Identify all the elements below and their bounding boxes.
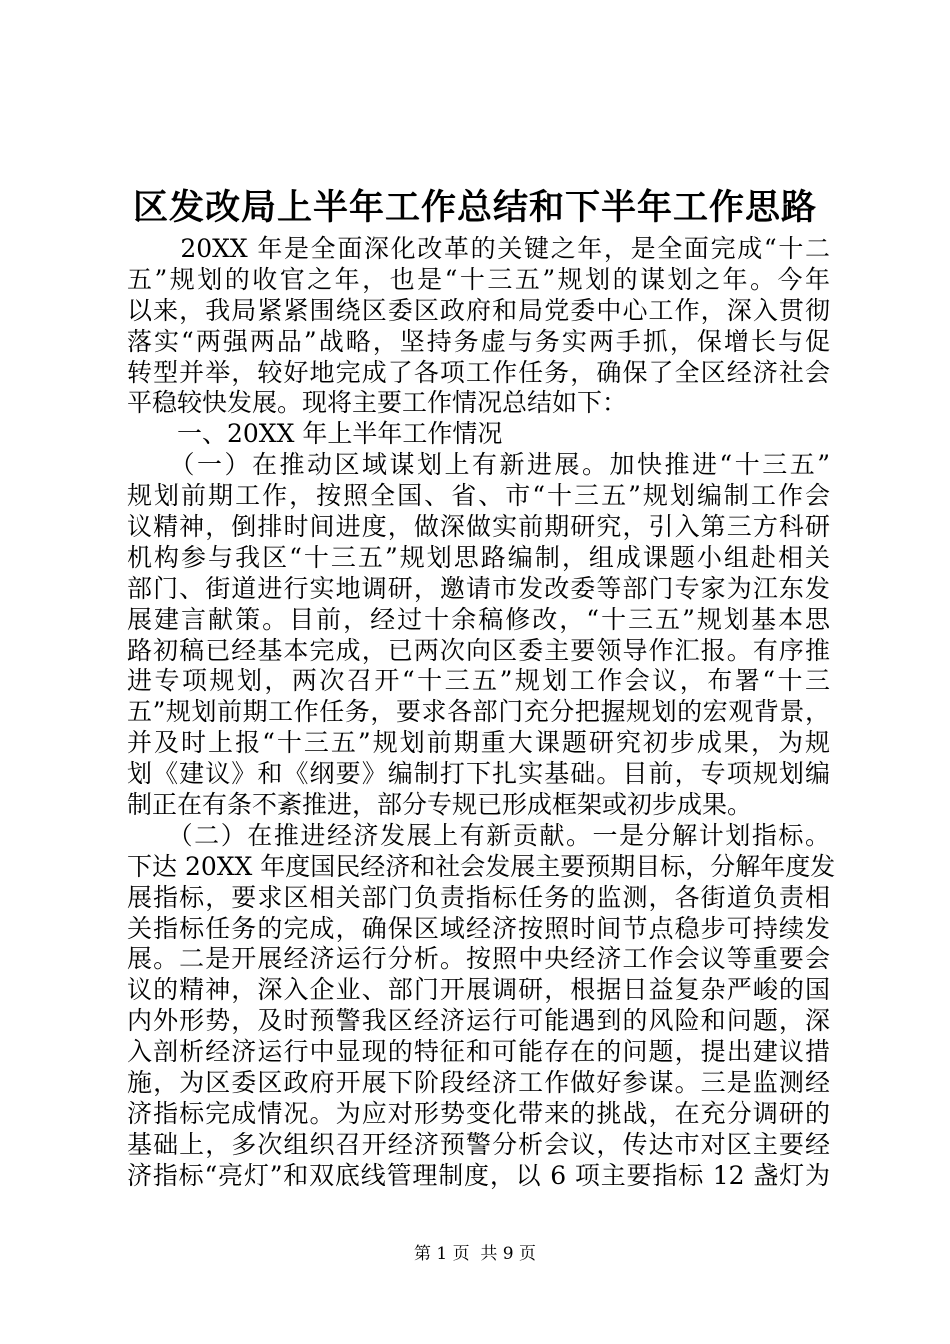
body-text-line: 制正在有条不紊推进，部分专规已形成框架或初步成果。 bbox=[127, 790, 753, 820]
body-text-line: 转型并举，较好地完成了各项工作任务，确保了全区经济社会 bbox=[127, 357, 830, 387]
body-text-line: 入剖析经济运行中显现的特征和可能存在的问题，提出建议措 bbox=[127, 1037, 830, 1067]
body-text-line: 济指标“亮灯”和双底线管理制度，以 6 项主要指标 12 盏灯为 bbox=[127, 1160, 830, 1190]
body-text-line: 落实“两强两品”战略，坚持务虚与务实两手抓，保增长与促 bbox=[127, 326, 830, 356]
body-text-line: 基础上，多次组织召开经济预警分析会议，传达市对区主要经 bbox=[127, 1129, 830, 1159]
body-text-line: （一）在推动区域谋划上有新进展。加快推进“十三五” bbox=[127, 450, 830, 480]
body-text-line: 济指标完成情况。为应对形势变化带来的挑战，在充分调研的 bbox=[127, 1098, 830, 1128]
body-text-line: 五”规划的收官之年，也是“十三五”规划的谋划之年。今年 bbox=[127, 264, 830, 294]
body-text-line: 下达 20XX 年度国民经济和社会发展主要预期目标，分解年度发 bbox=[127, 851, 836, 881]
body-text-line: 平稳较快发展。现将主要工作情况总结如下： bbox=[127, 388, 628, 418]
body-text-line: 划《建议》和《纲要》编制打下扎实基础。目前，专项规划编 bbox=[127, 759, 830, 789]
body-text-line: 路初稿已经基本完成，已两次向区委主要领导作汇报。有序推 bbox=[127, 635, 830, 665]
document-title: 区发改局上半年工作总结和下半年工作思路 bbox=[132, 187, 817, 228]
body-text-line: 关指标任务的完成，确保区域经济按照时间节点稳步可持续发 bbox=[127, 913, 830, 943]
body-text-line: 五”规划前期工作任务，要求各部门充分把握规划的宏观背景， bbox=[127, 697, 830, 727]
body-text-line: 并及时上报“十三五”规划前期重大课题研究初步成果，为规 bbox=[127, 728, 830, 758]
body-text-line: 20XX 年是全面深化改革的关键之年，是全面完成“十二 bbox=[127, 234, 830, 263]
body-text-line: 部门、街道进行实地调研，邀请市发改委等部门专家为江东发 bbox=[127, 573, 830, 603]
body-text-line: 规划前期工作，按照全国、省、市“十三五”规划编制工作会 bbox=[127, 481, 830, 511]
body-text-line: （二）在推进经济发展上有新贡献。一是分解计划指标。 bbox=[127, 820, 830, 850]
body-text-line: 展指标，要求区相关部门负责指标任务的监测，各街道负责相 bbox=[127, 882, 830, 912]
body-text-line: 进专项规划，两次召开“十三五”规划工作会议，布署“十三 bbox=[127, 666, 830, 696]
body-text-line: 一、20XX 年上半年工作情况 bbox=[127, 419, 503, 449]
body-text-line: 机构参与我区“十三五”规划思路编制，组成课题小组赴相关 bbox=[127, 542, 830, 572]
body-text-line: 以来，我局紧紧围绕区委区政府和局党委中心工作，深入贯彻 bbox=[127, 295, 830, 325]
page-footer bbox=[0, 1242, 950, 1266]
document-body bbox=[127, 234, 836, 1192]
body-text-line: 施，为区委区政府开展下阶段经济工作做好参谋。三是监测经 bbox=[127, 1068, 830, 1098]
page-number-label: 第 1 页 共 9 页 bbox=[413, 1244, 537, 1264]
body-text-line: 展建言献策。目前，经过十余稿修改，“十三五”规划基本思 bbox=[127, 604, 830, 634]
body-text-line: 展。二是开展经济运行分析。按照中央经济工作会议等重要会 bbox=[127, 944, 830, 974]
body-text-line: 议的精神，深入企业、部门开展调研，根据日益复杂严峻的国 bbox=[127, 975, 830, 1005]
body-text-line: 议精神，倒排时间进度，做深做实前期研究，引入第三方科研 bbox=[127, 512, 830, 542]
body-text-line: 内外形势，及时预警我区经济运行可能遇到的风险和问题，深 bbox=[127, 1006, 830, 1036]
